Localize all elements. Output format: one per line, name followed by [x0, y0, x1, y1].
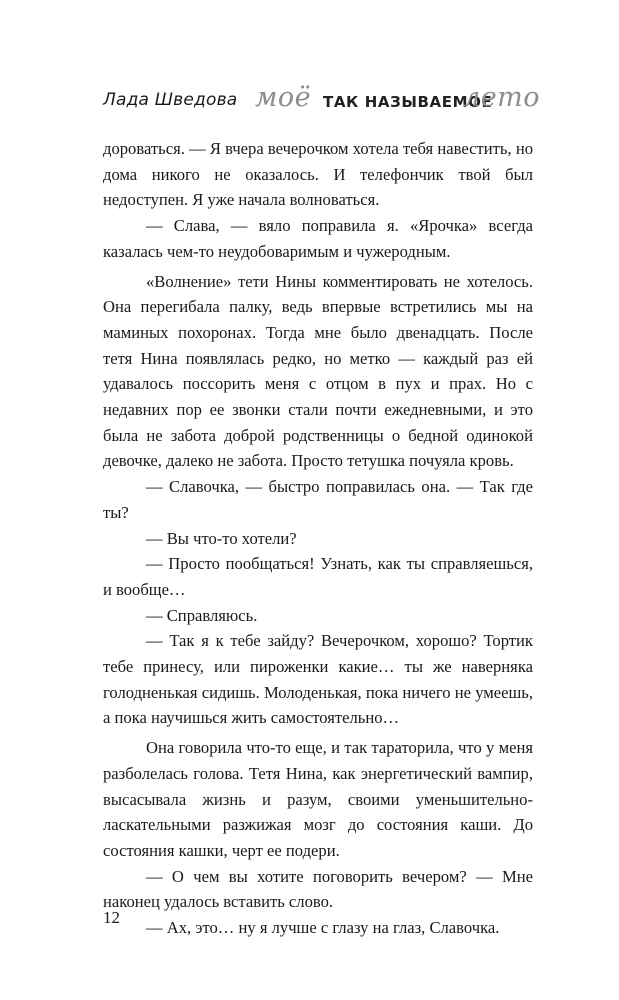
paragraph: — Справляюсь.: [146, 605, 258, 625]
series-title: [255, 82, 541, 120]
paragraph: — Так я к тебе зайду? Вечерочком, хорошо? Тортик тебе принесу, или пироженки какие… ты же наверняка голодненькая сидишь. Молоденькая, пока ничего не умеешь, а пока научишься жить самостоятельно…: [103, 631, 533, 728]
paragraph: — Вы что-то хотели?: [146, 528, 297, 548]
body-text: [103, 136, 533, 941]
paragraph: — О чем вы хотите поговорить вечером? — Мне наконец удалось вставить слово.: [103, 866, 533, 912]
series-title-script-word-2: лето: [463, 82, 541, 113]
author-name: Лада Шведова: [103, 90, 238, 110]
paragraph: Она говорила что-то еще, и так тараторила, что у меня разболелась голова. Тетя Нина, как энергетический вампир, высасывала жизнь и разум, своими уменьшительно-ласкательными разжижая мозг до состояния каши. До состояния кашки, черт ее подери.: [103, 738, 533, 860]
paragraph: дороваться. — Я вчера вечерочком хотела тебя навестить, но дома никого не оказалось. И телефончик твой был недоступен. Я уже начала волноваться.: [103, 139, 533, 210]
paragraph: «Волнение» тети Нины комментировать не хотелось. Она перегибала палку, ведь впервые встретились мы на маминых похоронах. Тогда мне было двенадцать. После тетя Нина появлялась редко, но метко — каждый раз ей удавалось поссорить меня с отцом в пух и прах. Но с недавних пор ее звонки стали почти ежедневными, и это была не забота доброй родственницы о бедной одинокой девочке, далеко не забота. Просто тетушка почуяла кровь.: [103, 271, 533, 471]
page-number: 12: [103, 908, 120, 927]
running-header: [103, 82, 541, 124]
paragraph: — Просто пообщаться! Узнать, как ты справляешься, и вообще…: [103, 554, 533, 599]
paragraph: — Ах, это… ну я лучше с глазу на глаз, Славочка.: [146, 918, 500, 938]
paragraph: — Слава, — вяло поправила я. «Ярочка» всегда казалась чем-то неудобоваримым и чужеродным.: [103, 216, 533, 261]
series-title-caps: ТАК НАЗЫВАЕМОЕ: [323, 93, 493, 111]
paragraph: — Славочка, — быстро поправилась она. — Так где ты?: [103, 477, 533, 522]
series-title-script-word-1: моё: [255, 82, 312, 113]
